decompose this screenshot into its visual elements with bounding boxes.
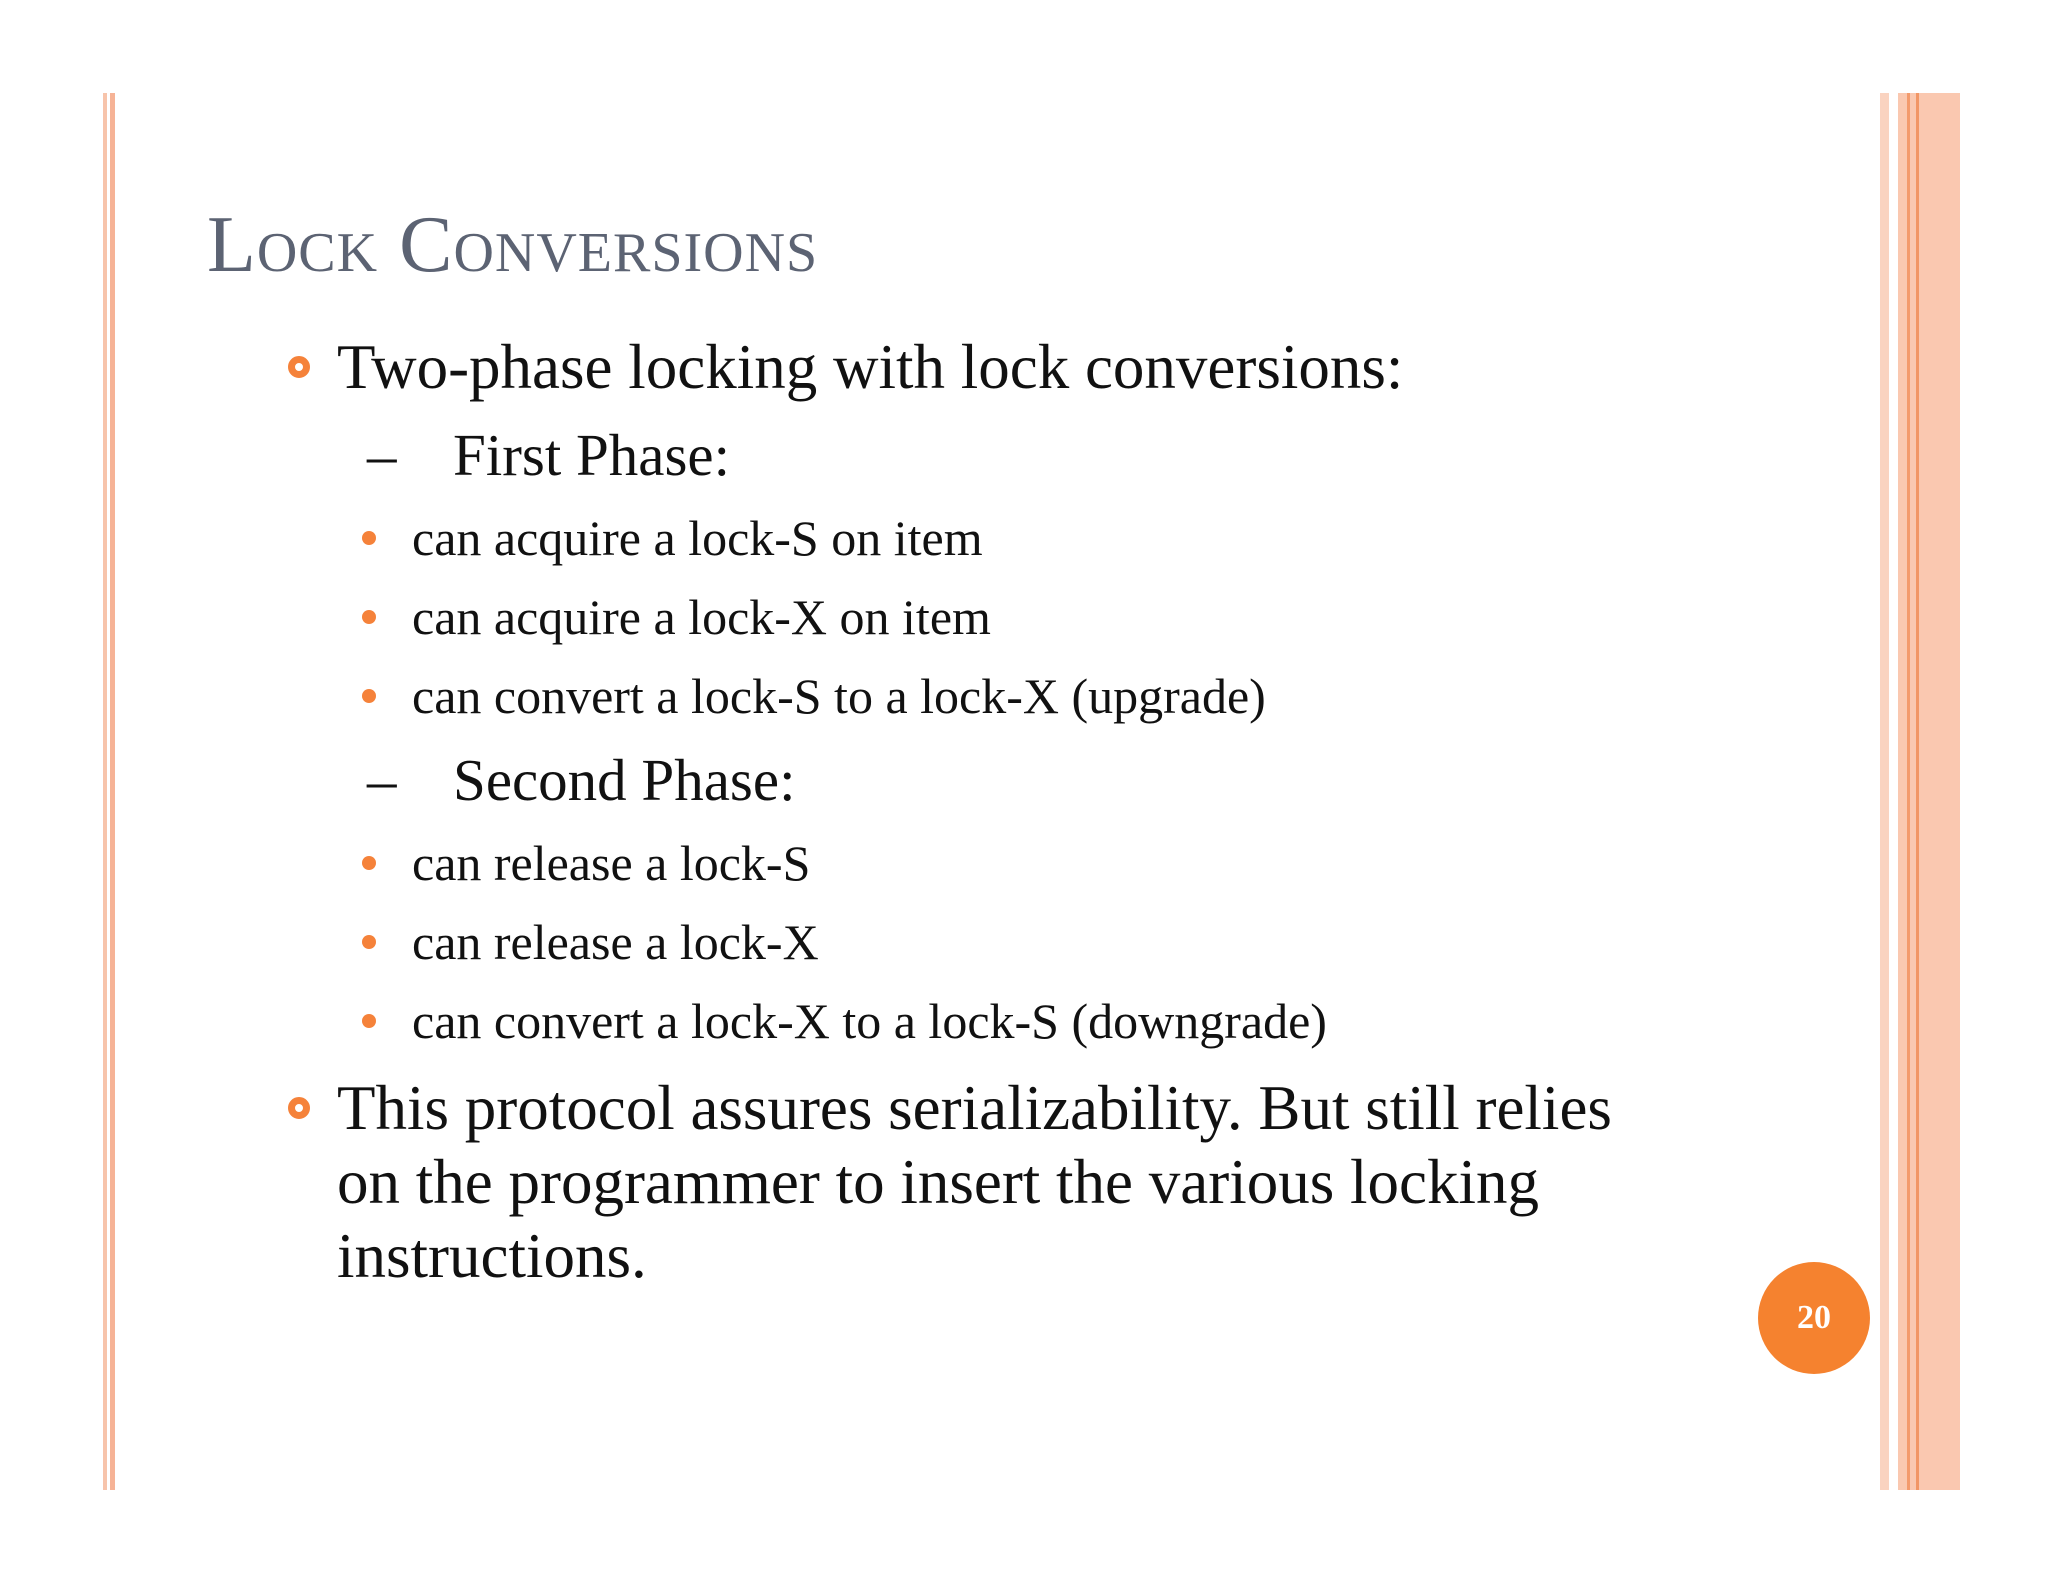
dot-bullet-icon — [362, 531, 376, 545]
dash-marker: – — [367, 422, 397, 488]
bullet-text: This protocol assures serializability. But still relies — [337, 1073, 1612, 1143]
ring-bullet-icon — [288, 1097, 310, 1119]
right-frame-line-dark-2 — [1916, 93, 1919, 1490]
slide-title: Lock Conversions — [207, 201, 819, 289]
phase-item: can acquire a lock-S on item — [412, 510, 983, 566]
phase-label: Second Phase: — [453, 747, 796, 813]
page-number-badge: 20 — [1758, 1262, 1870, 1374]
phase-item: can acquire a lock-X on item — [412, 589, 991, 645]
bullet-text: Two-phase locking with lock conversions: — [337, 332, 1404, 402]
bullet-text: instructions. — [337, 1221, 647, 1291]
bullet-text: on the programmer to insert the various locking — [337, 1147, 1539, 1217]
dot-bullet-icon — [362, 856, 376, 870]
dot-bullet-icon — [362, 689, 376, 703]
dot-bullet-icon — [362, 610, 376, 624]
ring-bullet-icon — [288, 356, 310, 378]
dot-bullet-icon — [362, 935, 376, 949]
right-frame-bar-thin — [1880, 93, 1889, 1490]
phase-item: can release a lock-S — [412, 835, 811, 891]
left-frame-line — [103, 93, 107, 1490]
right-frame-line-dark — [1907, 93, 1910, 1490]
phase-label: First Phase: — [453, 422, 730, 488]
dot-bullet-icon — [362, 1014, 376, 1028]
phase-item: can release a lock-X — [412, 914, 819, 970]
left-frame-line-inner — [110, 93, 115, 1490]
phase-item: can convert a lock-X to a lock-S (downgrade) — [412, 993, 1327, 1049]
phase-item: can convert a lock-S to a lock-X (upgrade) — [412, 668, 1266, 724]
dash-marker: – — [367, 747, 397, 813]
